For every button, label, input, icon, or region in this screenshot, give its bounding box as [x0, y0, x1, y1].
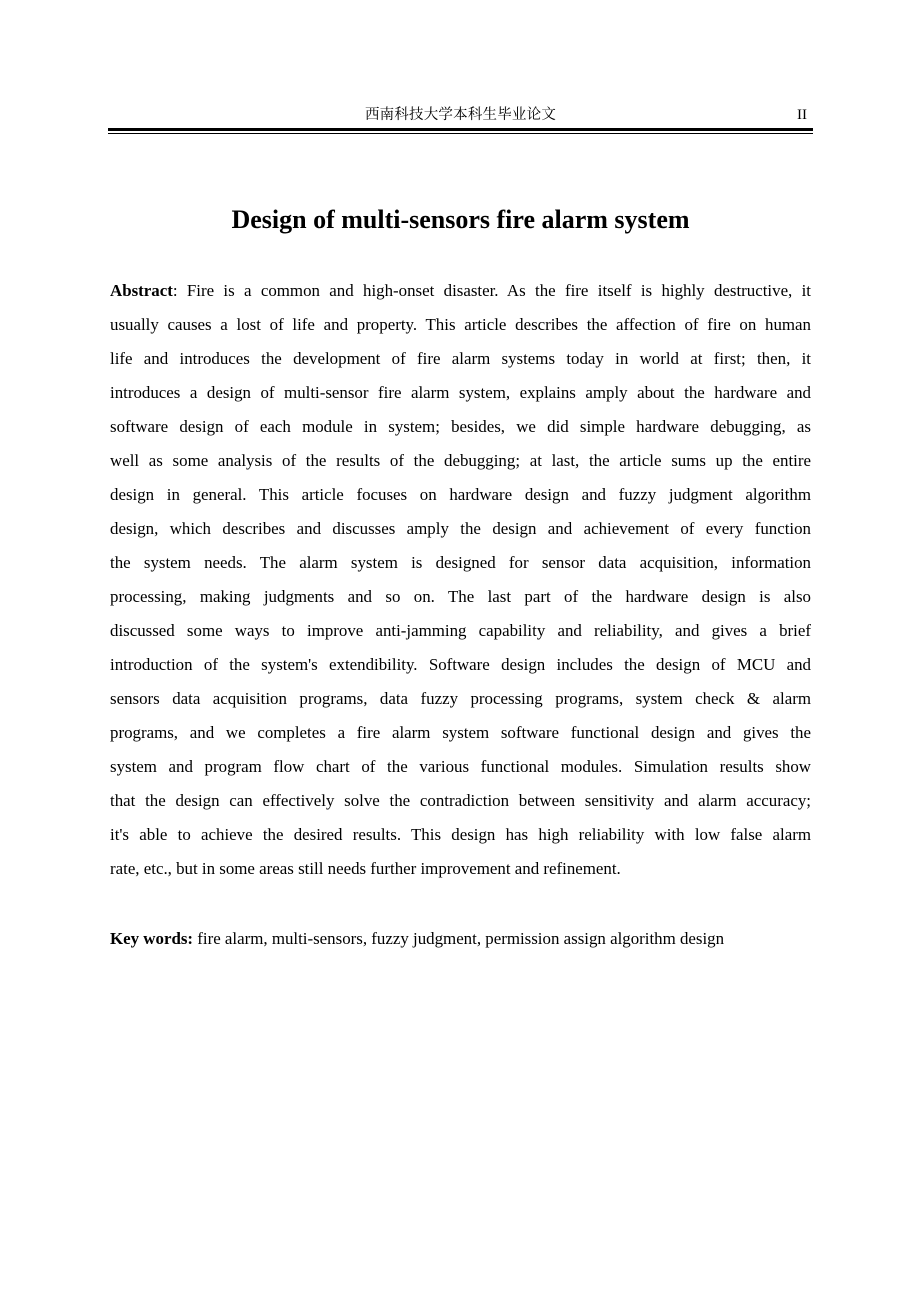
- abstract-line: programs, and we completes a fire alarm system software functional design and gives the: [110, 723, 811, 742]
- paper-title: Design of multi-sensors fire alarm system: [231, 205, 690, 234]
- abstract-line: the system needs. The alarm system is designed for sensor data acquisition, information: [110, 553, 811, 572]
- header-double-rule: [108, 128, 813, 134]
- abstract-paragraph: [110, 274, 811, 886]
- header-rule-thin: [108, 133, 813, 134]
- abstract-line: processing, making judgments and so on. The last part of the hardware design is also: [110, 587, 811, 606]
- abstract-line: introduces a design of multi-sensor fire alarm system, explains amply about the hardware and: [110, 383, 811, 402]
- abstract-line: introduction of the system's extendibility. Software design includes the design of MCU and: [110, 655, 811, 674]
- page-number: II: [797, 107, 807, 123]
- abstract-line: that the design can effectively solve the contradiction between sensitivity and alarm accuracy;: [110, 791, 811, 810]
- abstract-label-separator: :: [172, 281, 187, 300]
- abstract-line: design, which describes and discusses amply the design and achievement of every function: [110, 519, 811, 538]
- abstract-line: life and introduces the development of fire alarm systems today in world at first; then, it: [110, 349, 811, 368]
- abstract-line: usually causes a lost of life and property. This article describes the affection of fire on human: [110, 315, 811, 334]
- abstract-line: well as some analysis of the results of the debugging; at last, the article sums up the entire: [110, 451, 811, 470]
- abstract-line: software design of each module in system; besides, we did simple hardware debugging, as: [110, 417, 811, 436]
- abstract-line: it's able to achieve the desired results. This design has high reliability with low false alarm: [110, 825, 811, 844]
- abstract-line: rate, etc., but in some areas still needs further improvement and refinement.: [110, 859, 621, 878]
- abstract-line: discussed some ways to improve anti-jamming capability and reliability, and gives a brief: [110, 621, 811, 640]
- abstract-line: system and program flow chart of the various functional modules. Simulation results show: [110, 757, 811, 776]
- abstract-label: Abstract: [110, 281, 173, 300]
- abstract-line: design in general. This article focuses on hardware design and fuzzy judgment algorithm: [110, 485, 811, 504]
- header-university-title: 西南科技大学本科生毕业论文: [364, 107, 557, 123]
- keywords-text: fire alarm, multi-sensors, fuzzy judgment, permission assign algorithm design: [193, 929, 725, 948]
- keywords-line: [110, 922, 811, 956]
- keywords-label: Key words:: [110, 929, 194, 948]
- abstract-line: [110, 274, 811, 308]
- running-header: [108, 103, 813, 127]
- header-rule-thick: [108, 128, 813, 131]
- abstract-line: sensors data acquisition programs, data fuzzy processing programs, system check & alarm: [110, 689, 811, 708]
- abstract-line-text: Fire is a common and high-onset disaster. As the fire itself is highly destructive, it: [186, 281, 811, 300]
